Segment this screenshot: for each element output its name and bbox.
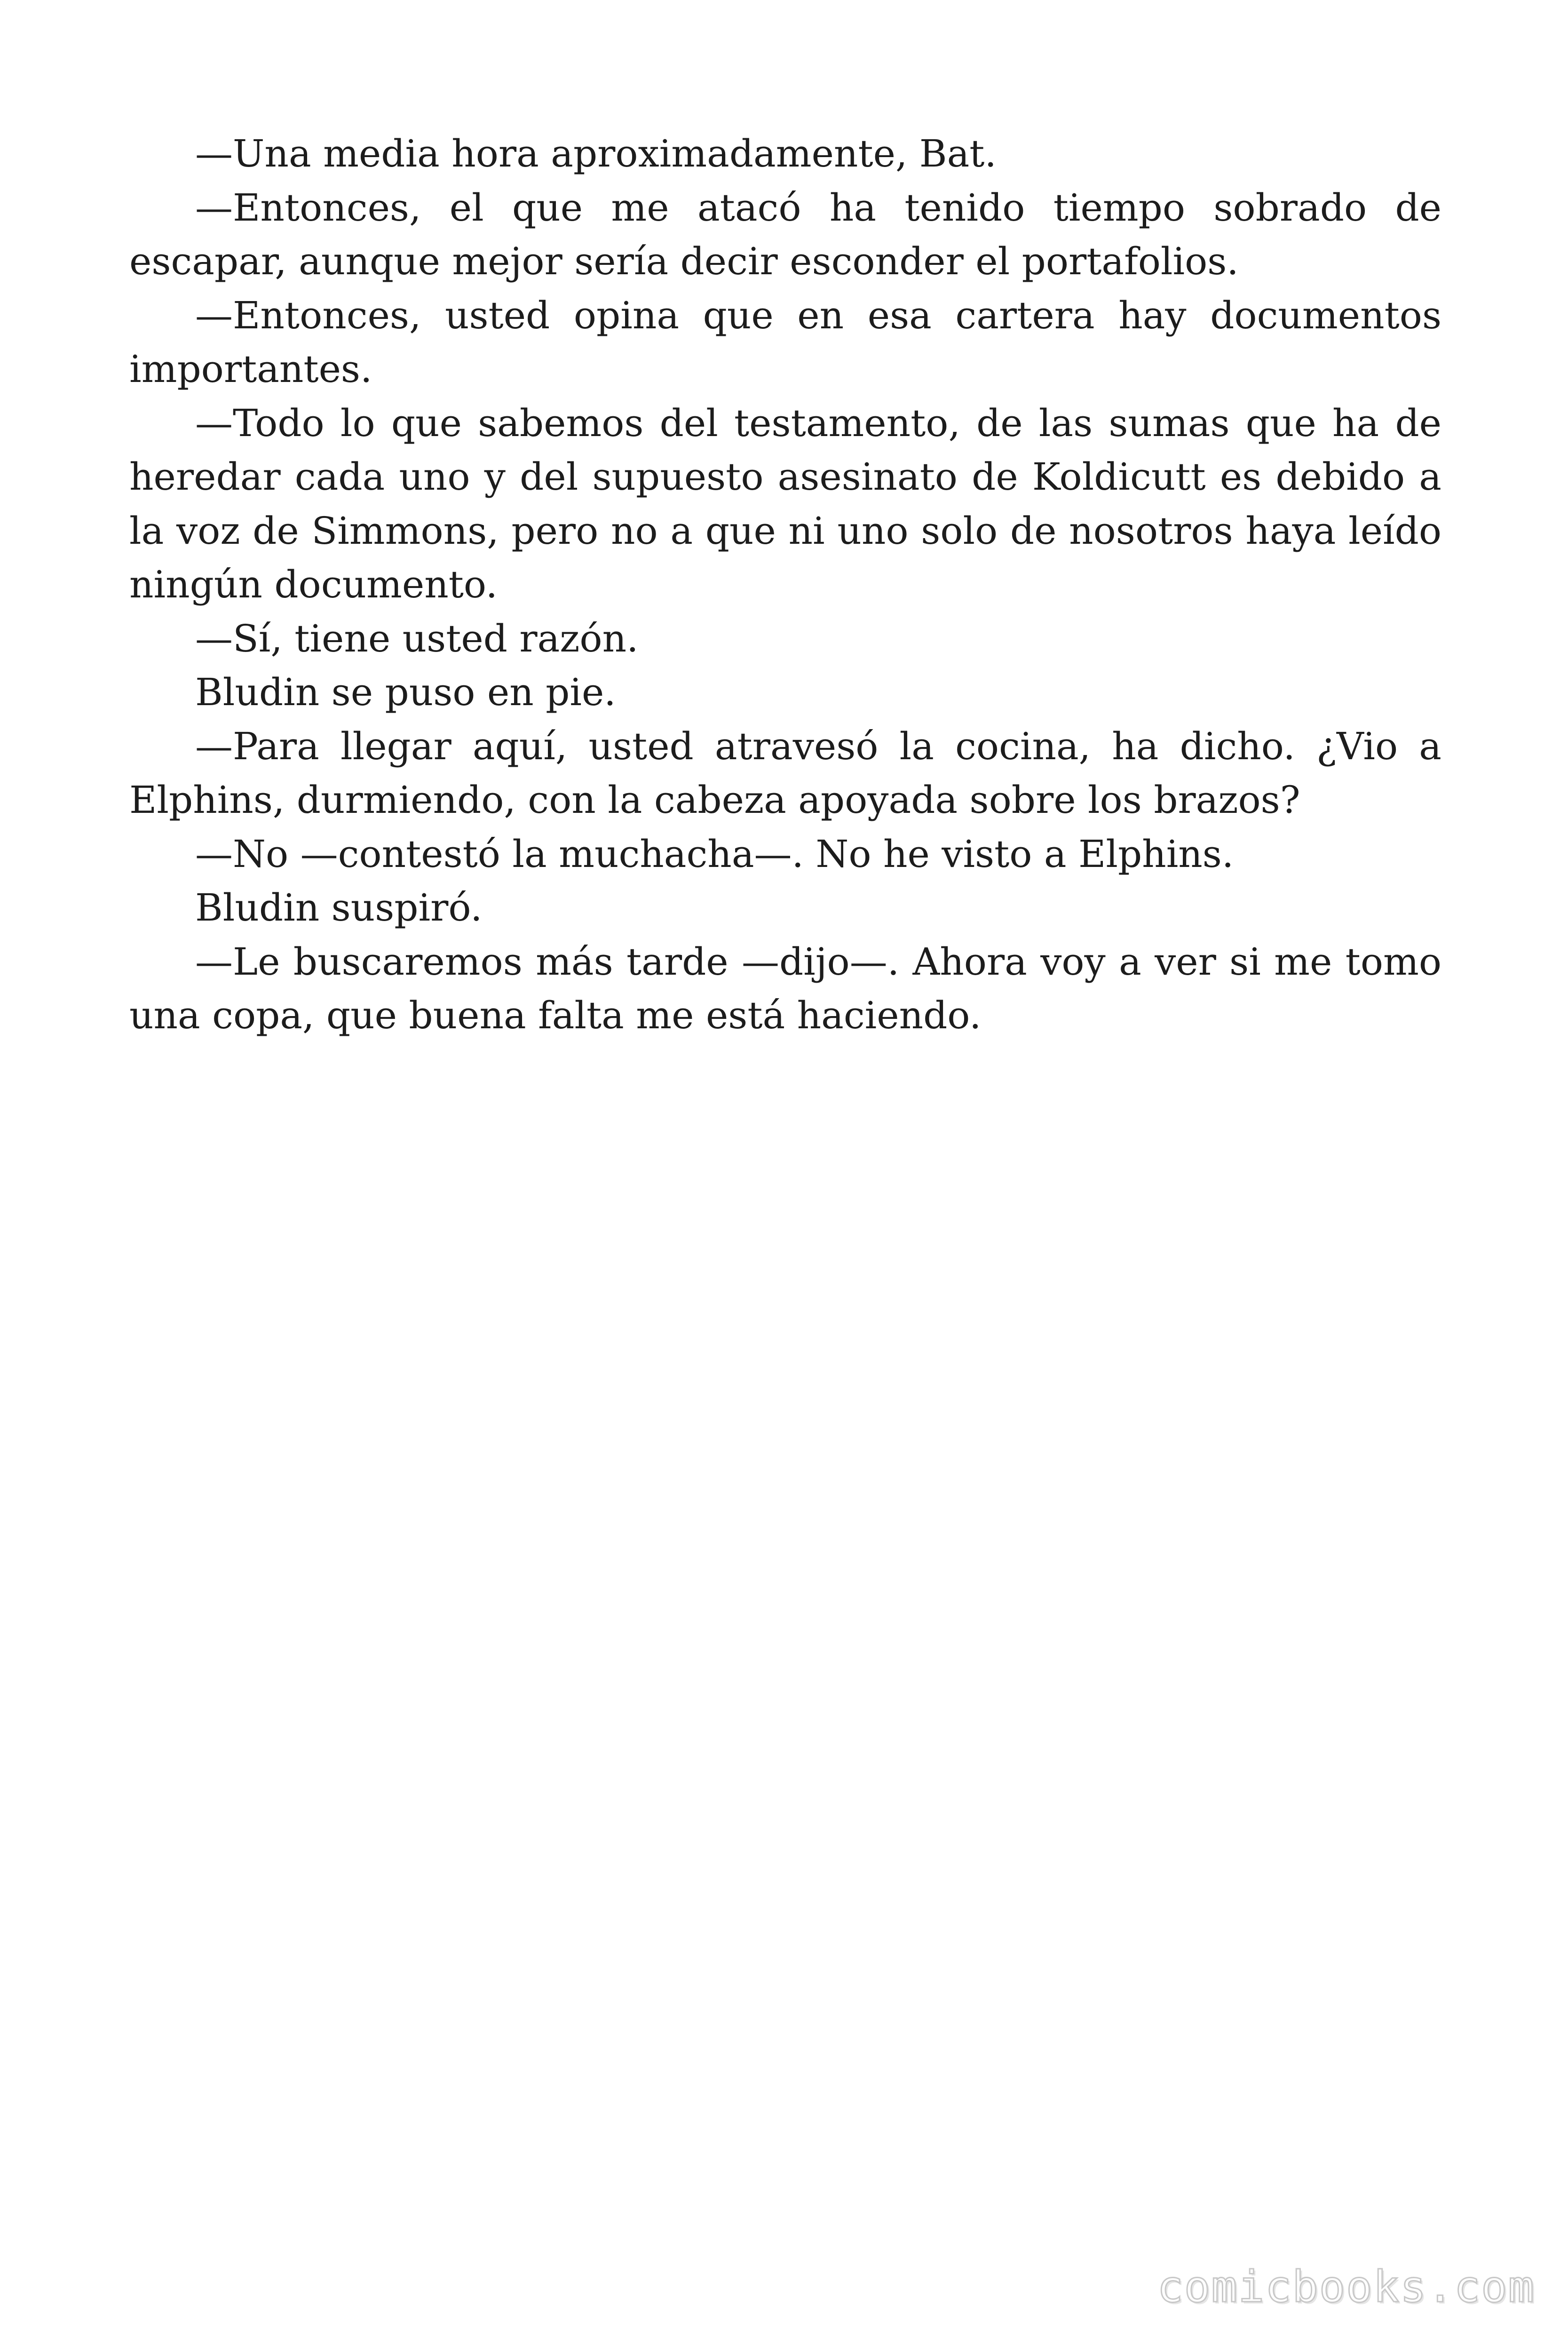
- paragraph: —Entonces, el que me atacó ha tenido tiempo sobrado de escapar, aunque mejor sería decir esconder el portafolios.: [129, 185, 1441, 283]
- paragraph: Bludin suspiró.: [195, 886, 483, 930]
- paragraph: —Una media hora aproximadamente, Bat.: [195, 132, 997, 175]
- paragraph: —Entonces, usted opina que en esa cartera hay documentos importantes.: [129, 293, 1441, 391]
- watermark: comicbooks.com: [1157, 2262, 1535, 2312]
- text-body: [129, 127, 1441, 1043]
- paragraph: —No —contestó la muchacha—. No he visto a Elphins.: [195, 832, 1234, 876]
- paragraph: —Le buscaremos más tarde —dijo—. Ahora voy a ver si me tomo una copa, que buena falta me está haciendo.: [129, 939, 1441, 1037]
- paragraph: —Sí, tiene usted razón.: [195, 616, 639, 660]
- paragraph: —Para llegar aquí, usted atravesó la cocina, ha dicho. ¿Vio a Elphins, durmiendo, con la cabeza apoyada sobre los brazos?: [129, 724, 1441, 822]
- paragraph: —Todo lo que sabemos del testamento, de las sumas que ha de heredar cada uno y del supuesto asesinato de Koldicutt es debido a la voz de Simmons, pero no a que ni uno solo de nosotros haya leído ningún documento.: [129, 401, 1441, 606]
- paragraph: Bludin se puso en pie.: [195, 670, 616, 714]
